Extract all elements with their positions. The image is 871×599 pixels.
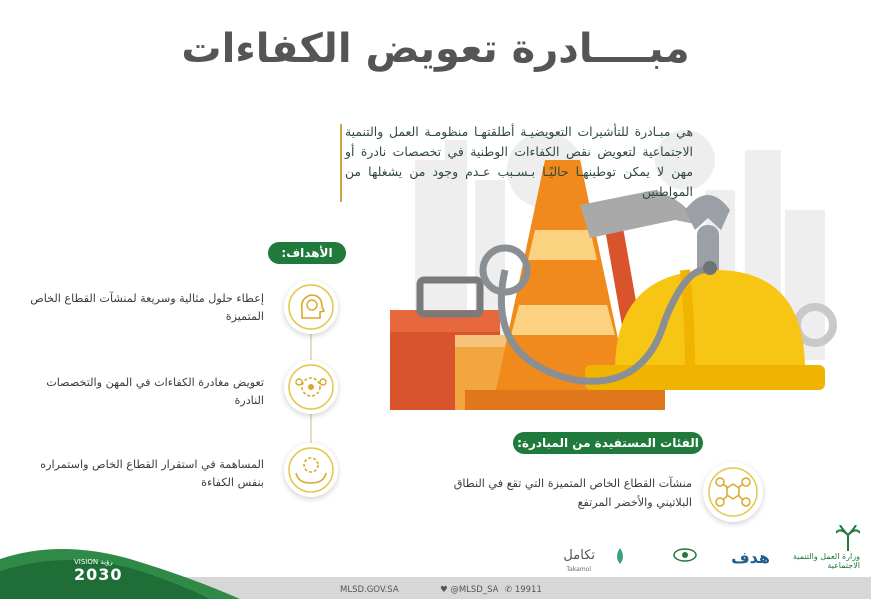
twitter-text: @MLSD_SA	[450, 585, 499, 595]
goals-heading: الأهداف:	[268, 242, 346, 264]
takamol-name-ar: تكامل	[563, 548, 595, 563]
hadaf-name: هدف	[731, 548, 770, 567]
network-hexagon-icon	[703, 462, 763, 522]
drop-logo	[600, 548, 640, 570]
categories-text: منشآت القطاع الخاص المتميزة التي تقع في النطاق البلاتيني والأخضر المرتفع	[453, 477, 692, 509]
palm-icon	[836, 525, 860, 551]
goal-item-3: المساهمة في استقرار القطاع الخاص واستمراره بنفس الكفاءة	[40, 458, 264, 489]
vision-label: VISION رؤية	[74, 558, 113, 566]
phone-text: 19911	[514, 585, 542, 595]
takamol-logo	[525, 548, 595, 576]
ministry-logo	[790, 525, 860, 575]
twitter-handle[interactable]	[440, 585, 498, 595]
goal-item-1: إعطاء حلول مثالية وسريعة لمنشآت القطاع الخاص المتميزة	[30, 292, 264, 323]
hadaf-logo	[722, 548, 770, 570]
eye-logo	[660, 548, 710, 570]
website-link[interactable]: MLSD.GOV.SA	[340, 585, 399, 595]
eye-icon	[673, 548, 697, 562]
vision-2030-logo	[74, 558, 123, 583]
takamol-name-en: Takamol	[566, 566, 591, 573]
phone-number[interactable]	[505, 585, 542, 595]
hands-gear-icon	[284, 443, 338, 497]
ministry-name: وزارة العمل والتنمية الاجتماعية	[793, 552, 860, 570]
goal-item-2: تعويض مغادرة الكفاءات في المهن والتخصصات النادرة	[46, 376, 264, 407]
intro-accent-line	[340, 124, 342, 202]
idea-head-icon	[284, 280, 338, 334]
group-gear-icon	[284, 360, 338, 414]
vision-year: 2030	[74, 565, 123, 584]
phone-icon: ✆	[505, 585, 515, 595]
categories-heading: الفئات المستفيدة من المبادرة:	[513, 432, 703, 454]
intro-paragraph: هي مبـادرة للتأشيرات التعويضيـة أطلقتهـا منظومـة العمل والتنمية الاجتماعية لتعويض نقص الكفاءات الوطنية في تخصصات نادرة أو مهن لا يمكن توطينهـا حاليًـا بـسـبب عـدم وجود من يشغلها من المواطنين	[345, 124, 693, 199]
twitter-icon: ♥	[440, 585, 451, 595]
page-title: مبــــادرة تعويض الكفاءات	[181, 26, 690, 72]
drop-icon	[614, 548, 626, 564]
